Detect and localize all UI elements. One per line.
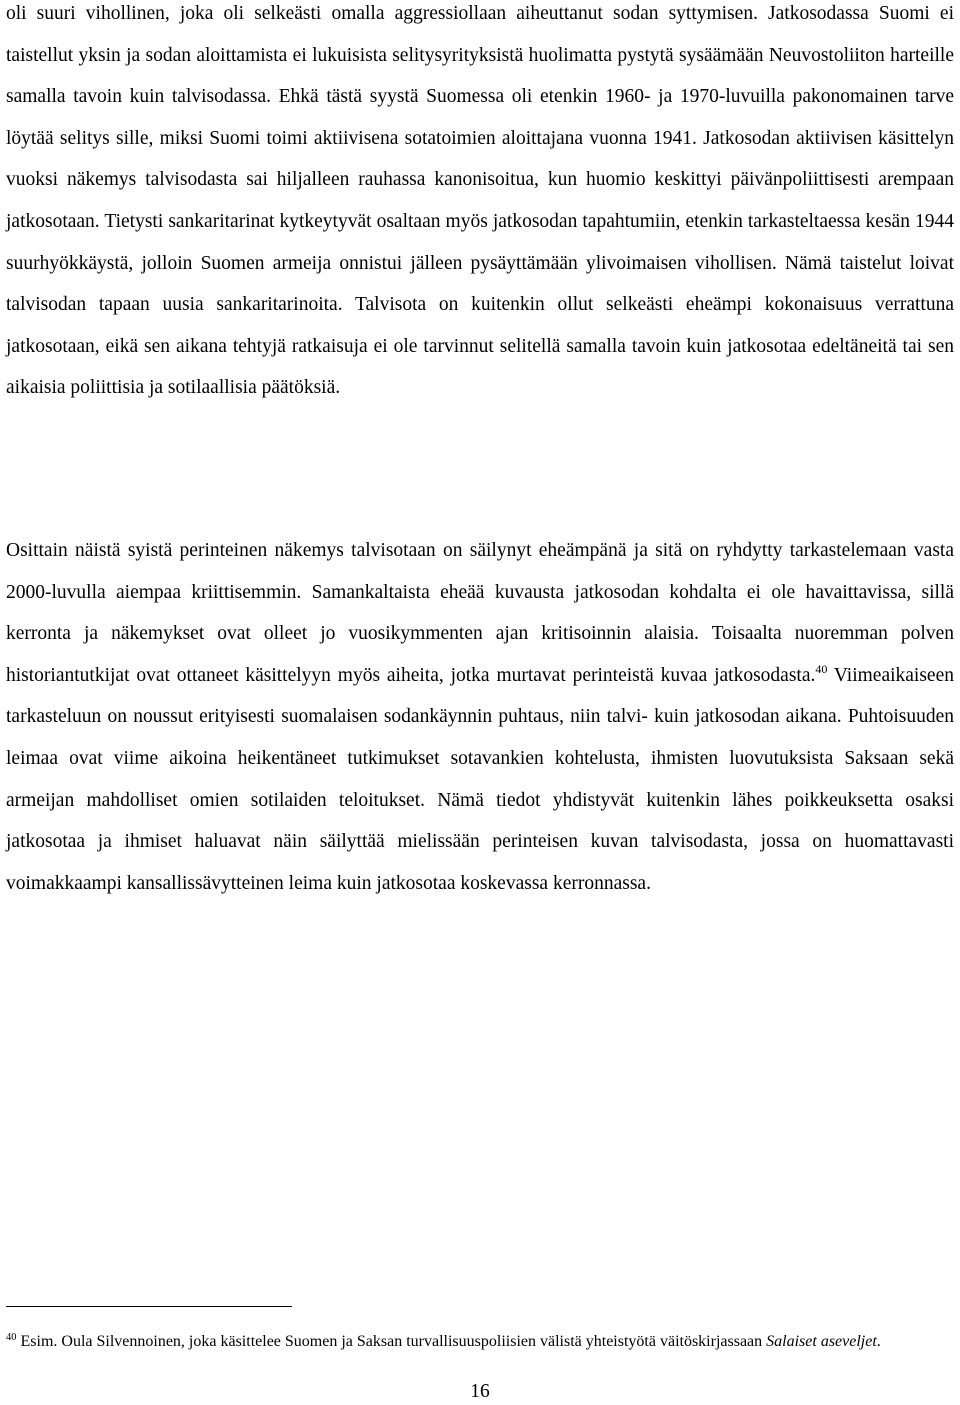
page-number: 16 [470,1381,490,1402]
footnote-reference-marker[interactable]: 40 [815,661,828,676]
footnote [6,1331,954,1353]
body-paragraph-1: oli suuri vihollinen, joka oli selkeästi omalla aggressiollaan aiheuttanut sodan syttymisen. Jatkosodassa Suomi ei taistellut yksin ja sodan aloittamista ei lukuisista selitysyrityksistä huolimatta pystytä sysäämään Neuvostoliiton harteille samalla tavoin kuin talvisodassa. Ehkä tästä syystä Suomessa oli etenkin 1960- ja 1970-luvuilla pakonomainen tarve löytää selitys sille, miksi Suomi toimi aktiivisena sotatoimien aloittajana vuonna 1941. Jatkosodan aktiivisen käsittelyn vuoksi näkemys talvisodasta sai hiljalleen rauhassa kanonisoitua, kun huomio keskittyi päivänpoliittisesti arempaan jatkosotaan. Tietysti sankaritarinat kytkeytyvät osaltaan myös jatkosodan tapahtumiin, etenkin tarkasteltaessa kesän 1944 suurhyökkäystä, jolloin Suomen armeija onnistui jälleen pysäyttämään ylivoimaisen vihollisen. Nämä taistelut loivat talvisodan tapaan uusia sankaritarinoita. Talvisota on kuitenkin ollut selkeästi eheämpi kokonaisuus verrattuna jatkosotaan, eikä sen aikana tehtyjä ratkaisuja ei ole tarvinnut selitellä samalla tavoin kuin jatkosotaa edeltäneitä tai sen aikaisia poliittisia ja sotilaallisia päätöksiä. [6,3,954,399]
footnote-separator-line [6,1306,292,1307]
footnote-text: Esim. Oula Silvennoinen, joka käsittelee Suomen ja Saksan turvallisuuspoliisien välistä yhteistyötä väitöskirjassaan [16,1333,767,1350]
footnote-book-title: Salaiset aseveljet [766,1333,877,1350]
body-paragraph-2-text-b: Viimeaikaiseen tarkasteluun on noussut erityisesti suomalaisen sodankäynnin puhtaus, niin talvi- kuin jatkosodan aikana. Puhtoisuuden leimaa ovat viime aikoina heikentäneet tutkimukset sotavankien kohtelusta, ihmisten luovutuksista Saksaan sekä armeijan mahdolliset omien sotilaiden teloitukset. Nämä tiedot yhdistyvät kuitenkin lähes poikkeuksetta osaksi jatkosotaa ja ihmiset haluavat näin säilyttää mielissään perinteisen kuvan talvisodasta, jossa on huomattavasti voimakkaampi kansallissävytteinen leima kuin jatkosotaa koskevassa kerronnassa. [6,664,954,894]
body-paragraph-2-text-a: Osittain näistä syistä perinteinen näkemys talvisotaan on säilynyt eheämpänä ja sitä on ryhdytty tarkastelemaan vasta 2000-luvulla aiempaa kriittisemmin. Samankaltaista eheää kuvausta jatkosodan kohdalta ei ole havaittavissa, sillä kerronta ja näkemykset ovat olleet jo vuosikymmenten ajan kritisoinnin alaisia. Toisaalta nuoremman polven historiantutkijat ovat ottaneet käsittelyyn myös aiheita, jotka murtavat perinteistä kuvaa jatkosodasta. [6,540,954,686]
footnote-end-punctuation: . [876,1333,881,1350]
footnote-number: 40 [6,1332,17,1343]
body-paragraph-2 [6,530,954,904]
